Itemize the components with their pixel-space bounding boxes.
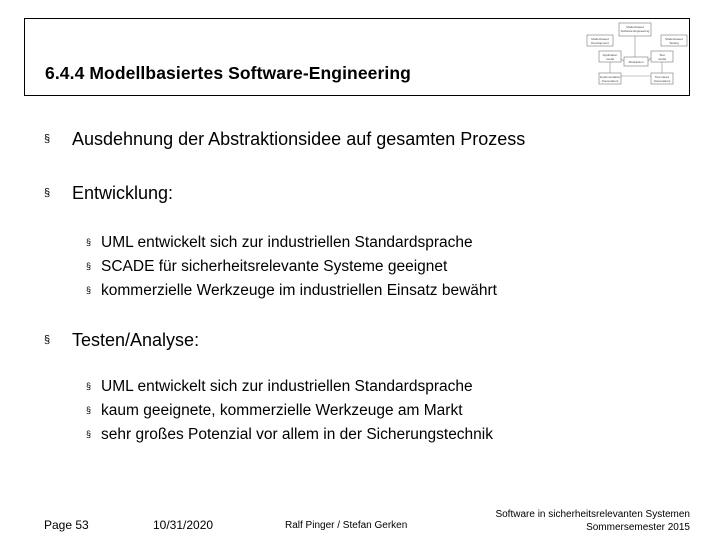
list-item-text: kaum geeignete, kommerzielle Werkzeuge am Markt [101,402,463,419]
list-item-text: UML entwickelt sich zur industriellen Standardsprache [101,378,473,395]
footer-course [495,508,690,534]
list-item-text: sehr großes Potenzial vor allem in der Sicherungstechnik [101,426,493,443]
diagram-label-mid-right-1: Test [659,53,665,57]
bullet-marker: § [44,133,51,145]
diagram-label-left-2: Development [591,41,609,45]
diagram-label-mid-left-1: Application [602,53,618,57]
bullet-marker: § [44,334,51,346]
bullet-text: Ausdehnung der Abstraktionsidee auf gesamten Prozess [72,129,526,149]
bullet-text: Entwicklung: [72,183,174,203]
footer-semester: Sommersemester 2015 [586,522,690,533]
sub-bullet-marker: § [86,381,92,391]
diagram-label-mid-left-2: model [605,57,615,61]
diagram-label-top-1: Model-based [626,25,644,29]
sub-bullet-marker: § [86,237,92,247]
list-item-text: kommerzielle Werkzeuge im industriellen Einsatz bewährt [101,282,497,299]
list-item-text: SCADE für sicherheitsrelevante Systeme geeignet [101,258,448,275]
mbse-overview-diagram [585,21,689,93]
diagram-label-left-1: Model-based [591,37,609,41]
footer-page-number: Page 53 [44,518,89,532]
diagram-label-right-1: Model-based [665,37,683,41]
footer-course-title: Software in sicherheitsrelevanten Systemen [495,509,690,520]
diagram-label-bottom-left-1: Implementation [599,75,621,79]
sub-bullet-marker: § [86,405,92,415]
title-box [24,18,690,96]
sub-bullet-marker: § [86,429,92,439]
diagram-label-center: Abstraction [628,60,644,64]
bullet-marker: § [44,187,51,199]
footer-date: 10/31/2020 [153,518,214,532]
diagram-label-bottom-right-1: Test cases [654,75,670,79]
slide-title: 6.4.4 Modellbasiertes Software-Engineering [45,63,411,83]
sub-bullet-marker: § [86,285,92,295]
list-item-text: UML entwickelt sich zur industriellen Standardsprache [101,234,473,251]
diagram-label-bottom-left-2: (Generation) [601,79,619,83]
diagram-label-top-2: Software Engineering [620,29,650,33]
bullet-text: Testen/Analyse: [72,330,200,350]
diagram-label-bottom-right-2: (Generation) [653,79,671,83]
diagram-label-right-2: Testing [669,41,679,45]
diagram-label-mid-right-2: model [657,57,667,61]
sub-bullet-marker: § [86,261,92,271]
footer-authors: Ralf Pinger / Stefan Gerken [285,520,408,531]
